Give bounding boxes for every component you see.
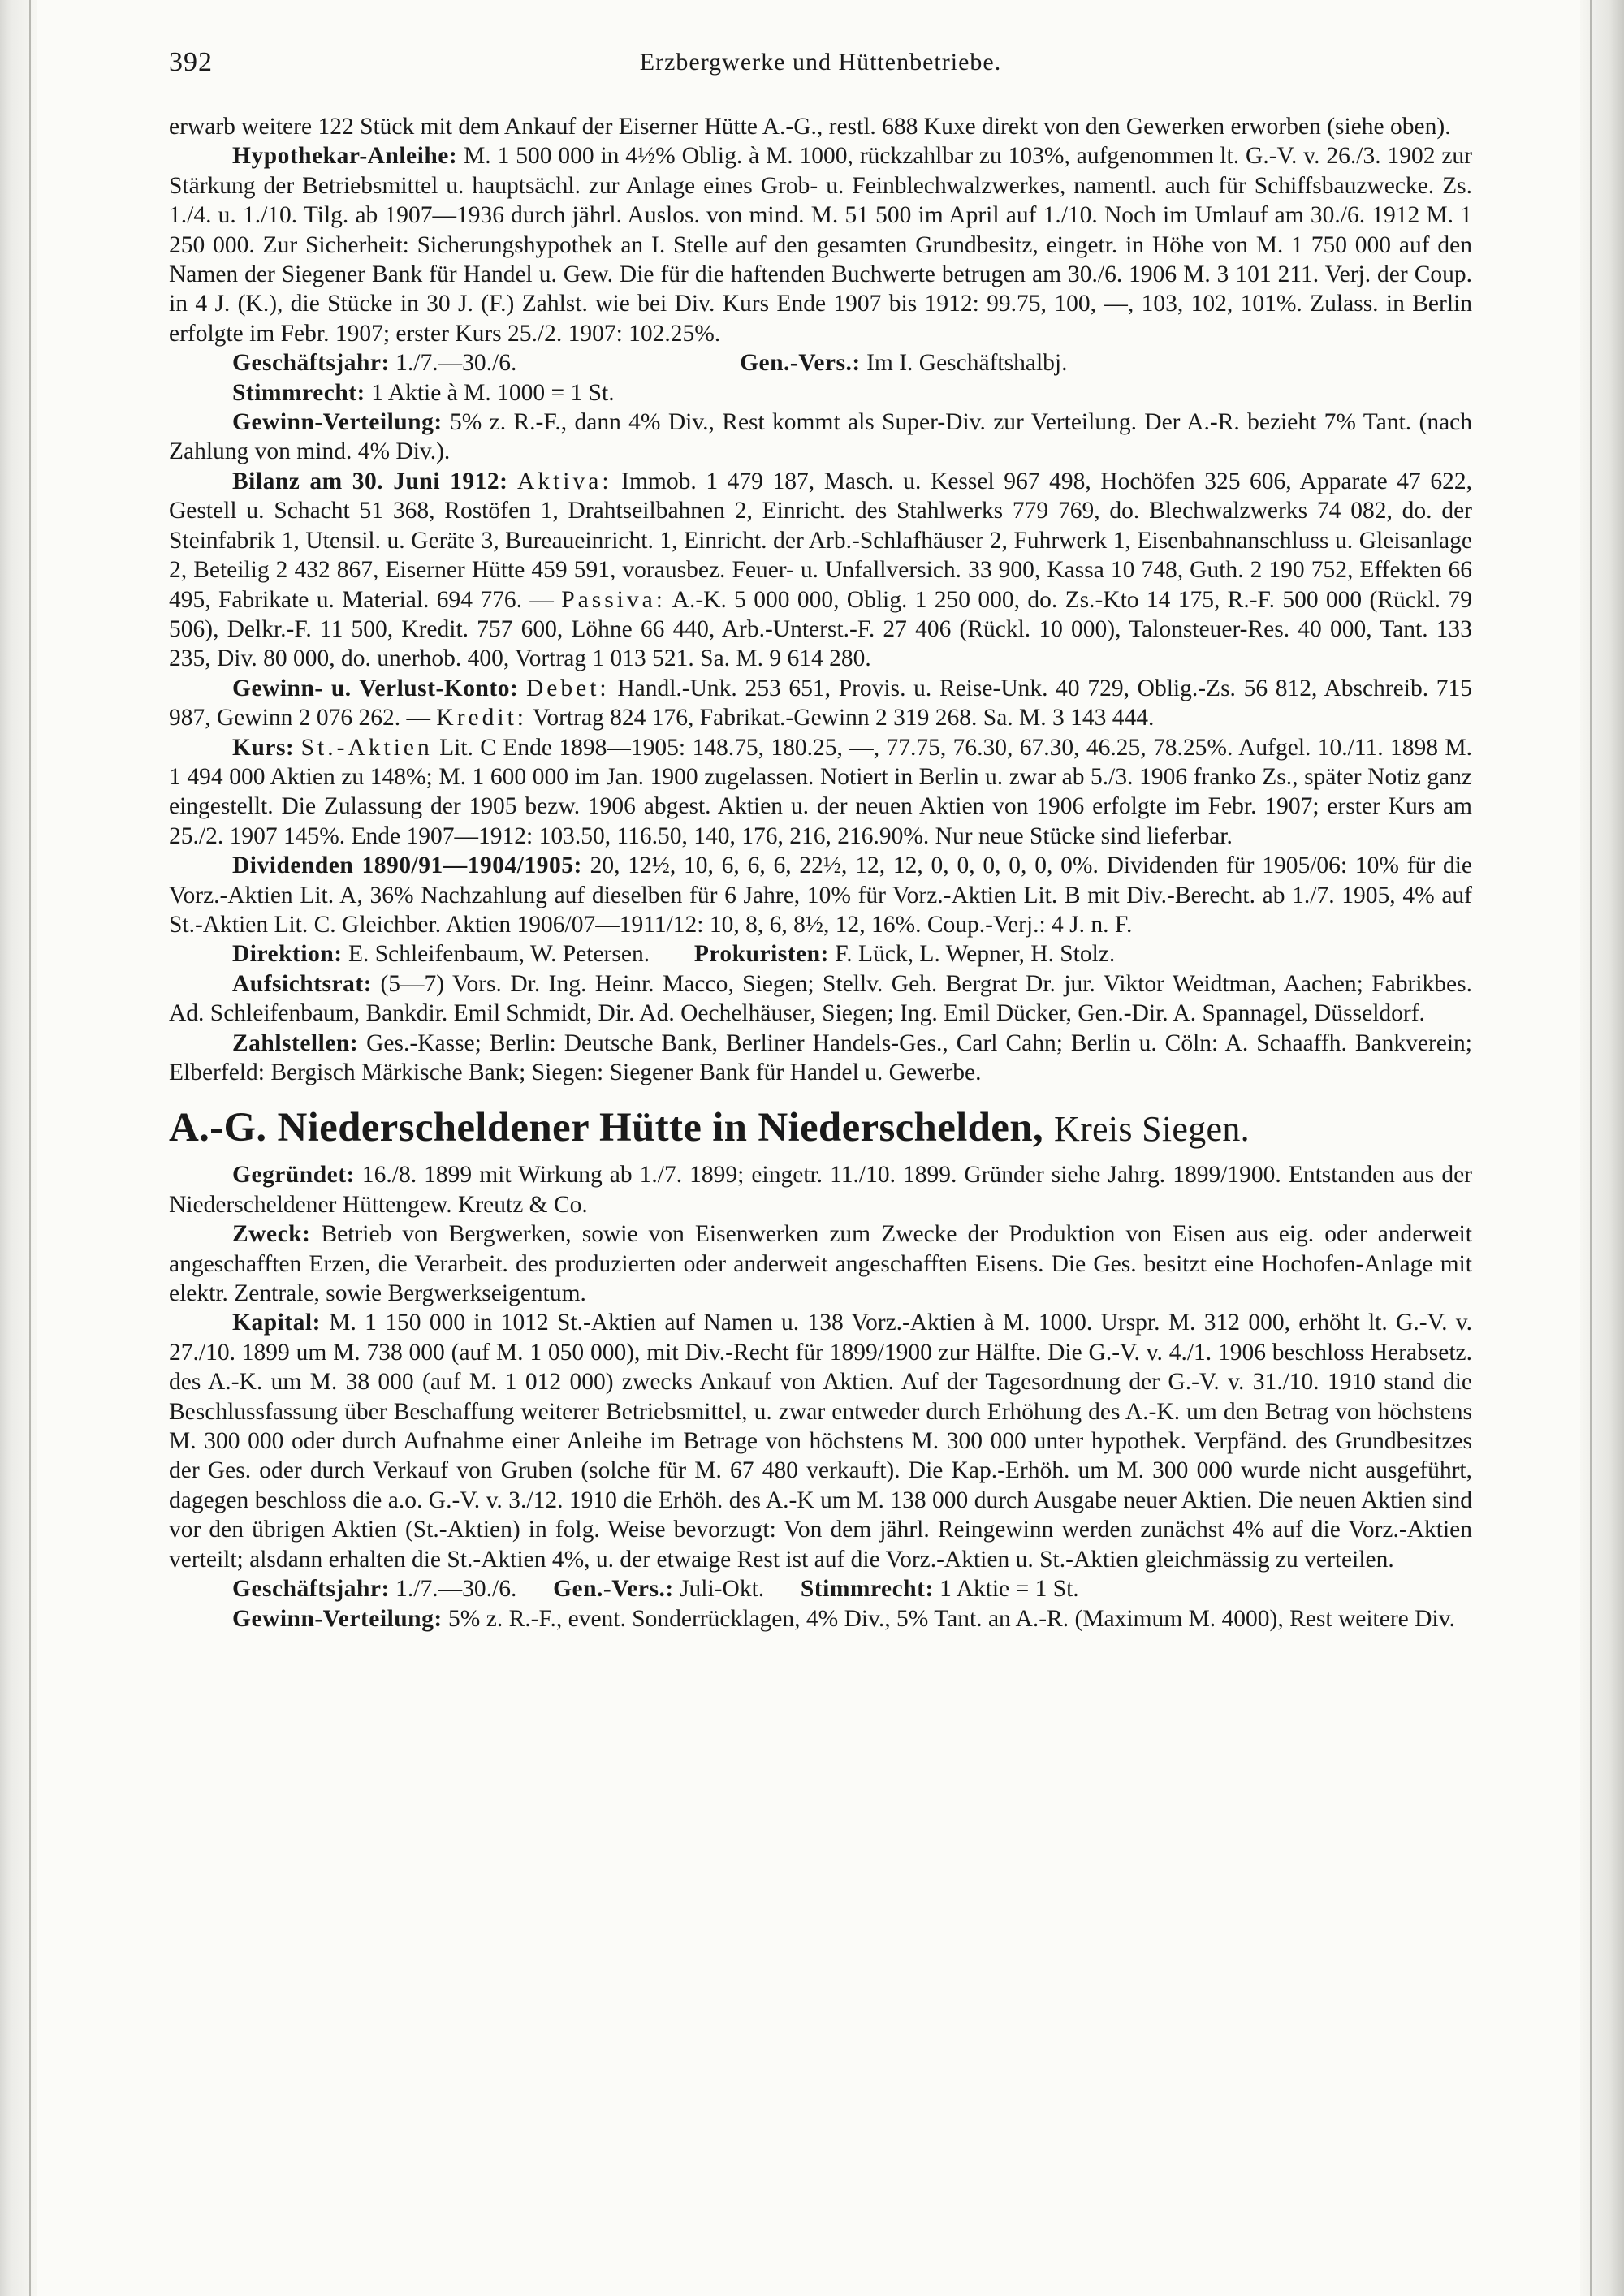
zweck-paragraph: [169, 1219, 1472, 1308]
genvers-label: Gen.-Vers.:: [740, 350, 861, 377]
bilanz-passiva-text: A.-K. 5 000 000, Oblig. 1 250 000, do. Zs.-Kto 14 175, R.-F. 500 000 (Rückl. 79 506), Delkr.-F. 11 500, Kredit. 757 600, Löhne 66 440, Arb.-Unterst.-F. 27 406 (Rückl. 10 000), Talonsteuer-Res. 40 000, Tant. 133 235, Div. 80 000, do. unerhob. 400, Vortrag 1 013 521. Sa. M. 9 614 280.: [169, 586, 1472, 672]
geschaeftsjahr-label: Geschäftsjahr:: [232, 350, 390, 377]
direktion-label: Direktion:: [232, 941, 343, 968]
running-head: [169, 47, 1472, 88]
stimmrecht2-label: Stimmrecht:: [800, 1576, 934, 1603]
gewinnverteilung2-paragraph: [169, 1604, 1472, 1634]
bilanz-aktiva-text: Immob. 1 479 187, Masch. u. Kessel 967 498, Hochöfen 325 606, Apparate 47 622, Gestell u. Schacht 51 368, Rostöfen 1, Drahtseilbahnen 2, Einricht. des Stahlwerks 779 769, do. Blechwalzwerks 74 082, do. der Steinfabrik 1, Utensil. u. Geräte 3, Bureaueinricht. 1, Einricht. der Arb.-Schlafhäuser 2, Fuhrwerk 1, Eisenbahnanschluss u. Gleisanlage 2, Beteilig 2 432 867, Eiserner Hütte 459 591, vorausbez. Feuer- u. Unfallversich. 33 900, Kassa 10 748, Guth. 2 190 752, Effekten 66 495, Fabrikate u. Material. 694 776. —: [169, 468, 1473, 613]
genvers2-label: Gen.-Vers.:: [553, 1576, 674, 1603]
gewinnverteilung-paragraph: [169, 408, 1472, 467]
zweck-text: Betrieb von Bergwerken, sowie von Eisenwerken zum Zwecke der Produktion von Eisen aus eig. oder anderweit angeschafften Erzen, die Verarbeit. des produzierten oder anderweit angeschafften Eisens. Die Ges. besitzt eine Hochofen-Anlage mit elektr. Zentrale, sowie Bergwerkseigentum.: [169, 1221, 1473, 1307]
kapital-text: M. 1 150 000 in 1012 St.-Aktien auf Namen u. 138 Vorz.-Aktien à M. 1000. Urspr. M. 312 000, erhöht lt. G.-V. v. 27./10. 1899 um M. 738 000 (auf M. 1 050 000), mit Div.-Recht für 1899/1900 zur Hälfte. Die G.-V. v. 4./1. 1906 beschloss Herabsetz. des A.-K. um M. 38 000 (auf M. 1 012 000) zwecks Ankauf von Aktien. Auf der Tagesordnung der G.-V. v. 31./10. 1910 stand die Beschlussfassung über Beschaffung weiterer Betriebsmittel, u. zwar entweder durch Erhöhung des A.-K. um den Betrag von höchstens M. 300 000 oder durch Aufnahme einer Anleihe im Betrage von höchstens M. 300 000 unter hypothek. Verpfänd. des Grundbesitzes der Ges. oder durch Verkauf von Gruben (solche für M. 67 480 verkauft). Die Kap.-Erhöh. um M. 300 000 wurde nicht ausgeführt, dagegen beschloss die a.o. G.-V. v. 3./12. 1910 die Erhöh. des A.-K um M. 138 000 durch Ausgabe neuer Aktien. Die neuen Aktien sind vor den übrigen Aktien (St.-Aktien) in folg. Weise bevorzugt: Von dem jährl. Reingewinn werden zunächst 4% auf die Vorz.-Aktien verteilt; alsdann erhalten die St.-Aktien 4%, u. der etwaige Rest ist auf die Vorz.-Aktien u. St.-Aktien gleichmässig zu verteilen.: [169, 1310, 1473, 1573]
bilanz-passiva-word: Passiva:: [561, 586, 666, 613]
stimmrecht-text: 1 Aktie à M. 1000 = 1 St.: [371, 379, 615, 406]
aufsichtsrat-label: Aufsichtsrat:: [232, 970, 373, 997]
running-title: Erzbergwerke und Hüttenbetriebe.: [639, 49, 1002, 76]
gegruendet-paragraph: [169, 1160, 1472, 1219]
gegruendet-text: 16./8. 1899 mit Wirkung ab 1./7. 1899; eingetr. 11./10. 1899. Gründer siehe Jahrg. 1899/1900. Entstanden aus der Niederscheldener Hüttengew. Kreutz & Co.: [169, 1162, 1473, 1218]
section-niederscheldener-huette: [169, 1103, 1472, 1634]
prokuristen-label: Prokuristen:: [693, 941, 829, 968]
zahlstellen-text: Ges.-Kasse; Berlin: Deutsche Bank, Berliner Handels-Ges., Carl Cahn; Berlin u. Cöln: A. Schaaffh. Bankverein; Elberfeld: Bergisch Märkische Bank; Siegen: Siegener Bank für Handel u. Gewerbe.: [169, 1029, 1473, 1085]
guv-label: Gewinn- u. Verlust-Konto:: [232, 675, 519, 701]
bilanz-paragraph: [169, 467, 1472, 674]
guv-kredit-word: Kredit:: [436, 705, 527, 732]
kurs-text: Lit. C Ende 1898—1905: 148.75, 180.25, —, 77.75, 76.30, 67.30, 46.25, 78.25%. Aufgel. 10./11. 1898 M. 1 494 000 Aktien zu 148%; M. 1 600 000 im Jan. 1900 zugelassen. Notiert in Berlin u. zwar ab 5./3. 1906 franko Zs., später Notiz ganz eingestellt. Die Zulassung der 1905 bezw. 1906 abgest. Aktien u. der neuen Aktien von 1906 erfolgte im Febr. 1907; erster Kurs am 25./2. 1907 145%. Ende 1907—1912: 103.50, 116.50, 140, 176, 216, 216.90%. Nur neue Stücke sind lieferbar.: [169, 734, 1473, 849]
gewinnverteilung2-text: 5% z. R.-F., event. Sonderrücklagen, 4% Div., 5% Tant. an A.-R. (Maximum M. 4000), Rest weitere Div.: [448, 1605, 1455, 1632]
guv-paragraph: [169, 674, 1472, 733]
bilanz-label: Bilanz am 30. Juni 1912:: [232, 468, 508, 494]
kapital-label: Kapital:: [232, 1310, 321, 1336]
dividenden-paragraph: [169, 851, 1472, 939]
aufsichtsrat-text: (5—7) Vors. Dr. Ing. Heinr. Macco, Siegen; Stellv. Geh. Bergrat Dr. jur. Viktor Weidtman, Aachen; Fabrikbes. Ad. Schleifenbaum, Bankdir. Emil Schmidt, Dir. Ad. Oechelhäuser, Siegen; Ing. Emil Dücker, Gen.-Dir. A. Spannagel, Düsseldorf.: [169, 970, 1472, 1027]
guv-debet-text: Handl.-Unk. 253 651, Provis. u. Reise-Unk. 40 729, Oblig.-Zs. 56 812, Abschreib. 715 987, Gewinn 2 076 262. —: [169, 675, 1472, 732]
dividenden-text: 20, 12½, 10, 6, 6, 6, 22½, 12, 12, 0, 0, 0, 0, 0, 0%. Dividenden für 1905/06: 10% für die Vorz.-Aktien Lit. A, 36% Nachzahlung auf dieselben für 6 Jahre, 10% für Vorz.-Aktien Lit. B mit Div.-Berecht. ab 1./7. 1905, 4% auf St.-Aktien Lit. C. Gleichber. Aktien 1906/07—1911/12: 10, 8, 6, 8½, 12, 16%. Coup.-Verj.: 4 J. n. F.: [169, 852, 1472, 938]
direktion-prokuristen-line: [169, 939, 1472, 969]
stimmrecht2-text: 1 Aktie = 1 St.: [939, 1576, 1079, 1603]
geschaeftsjahr2-line: [169, 1574, 1472, 1603]
guv-kredit-text: Vortrag 824 176, Fabrikat.-Gewinn 2 319 268. Sa. M. 3 143 444.: [532, 705, 1155, 732]
stimmrecht-label: Stimmrecht:: [232, 379, 365, 406]
scan-right-margin: [1580, 0, 1624, 2296]
guv-debet-word: Debet:: [525, 675, 610, 701]
stimmrecht-line: [169, 378, 1472, 408]
page-body: [169, 47, 1472, 1634]
scan-right-fold-line: [1590, 0, 1592, 2296]
zahlstellen-paragraph: [169, 1029, 1472, 1088]
geschaeftsjahr2-label: Geschäftsjahr:: [232, 1576, 390, 1603]
aufsichtsrat-paragraph: [169, 969, 1472, 1029]
geschaeftsjahr-text: 1./7.—30./6.: [395, 350, 517, 377]
intro-paragraph: erwarb weitere 122 Stück mit dem Ankauf der Eiserner Hütte A.-G., restl. 688 Kuxe direkt von den Gewerken erworben (siehe oben).: [169, 114, 1451, 140]
genvers2-text: Juli-Okt.: [680, 1576, 765, 1603]
scan-left-fold-line: [29, 0, 31, 2296]
hypothek-label: Hypothekar-Anleihe:: [232, 143, 458, 170]
gegruendet-label: Gegründet:: [232, 1162, 355, 1189]
company-heading-main: A.-G. Niederscheldener Hütte in Niederschelden,: [169, 1105, 1043, 1151]
direktion-text: E. Schleifenbaum, W. Petersen.: [348, 941, 650, 968]
gewinnverteilung-label: Gewinn-Verteilung:: [232, 409, 443, 436]
page-number: 392: [169, 47, 213, 77]
company-heading: [169, 1103, 1472, 1154]
prokuristen-text: F. Lück, L. Wepner, H. Stolz.: [835, 941, 1116, 968]
zahlstellen-label: Zahlstellen:: [232, 1029, 359, 1056]
kurs-stakt-word: St.-Aktien: [300, 734, 433, 761]
hypothek-text: M. 1 500 000 in 4½% Oblig. à M. 1000, rückzahlbar zu 103%, aufgenommen lt. G.-V. v. 26./3. 1902 zur Stärkung der Betriebsmittel u. hauptsächl. zur Anlage eines Grob- u. Feinblechwalzwerkes, namentl. auch für Schiffsbauzwecke. Zs. 1./4. u. 1./10. Tilg. ab 1907—1936 durch jährl. Auslos. von mind. M. 51 500 im April auf 1./10. Noch im Umlauf am 30./6. 1912 M. 1 250 000. Zur Sicherheit: Sicherungshypothek an I. Stelle auf den gesamten Grundbesitz, eingetr. in Höhe von M. 1 750 000 auf den Namen der Siegener Bank für Handel u. Gew. Die für die haftenden Buchwerte betrugen am 30./6. 1906 M. 3 101 211. Verj. der Coup. in 4 J. (K.), die Stücke in 30 J. (F.) Zahlst. wie bei Div. Kurs Ende 1907 bis 1912: 99.75, 100, —, 103, 102, 101%. Zulass. in Berlin erfolgte im Febr. 1907; erster Kurs 25./2. 1907: 102.25%.: [169, 143, 1473, 347]
gewinnverteilung2-label: Gewinn-Verteilung:: [232, 1605, 443, 1632]
kurs-label: Kurs:: [232, 734, 295, 761]
section-previous-company: [169, 112, 1472, 1087]
genvers-text: Im I. Geschäftshalbj.: [866, 350, 1068, 377]
zweck-label: Zweck:: [232, 1221, 311, 1248]
hypothek-paragraph: [169, 141, 1472, 348]
geschaeftsjahr2-text: 1./7.—30./6.: [395, 1576, 517, 1603]
geschaeftsjahr-genvers-line: [169, 348, 1472, 378]
kurs-paragraph: [169, 733, 1472, 852]
bilanz-aktiva-word: Aktiva:: [517, 468, 612, 494]
gewinnverteilung-text: 5% z. R.-F., dann 4% Div., Rest kommt als Super-Div. zur Verteilung. Der A.-R. bezieht 7% Tant. (nach Zahlung von mind. 4% Div.).: [169, 409, 1473, 465]
kapital-paragraph: [169, 1308, 1472, 1574]
dividenden-label: Dividenden 1890/91—1904/1905:: [232, 852, 582, 879]
scan-left-margin: [0, 0, 37, 2296]
company-heading-sub: Kreis Siegen.: [1054, 1109, 1250, 1150]
